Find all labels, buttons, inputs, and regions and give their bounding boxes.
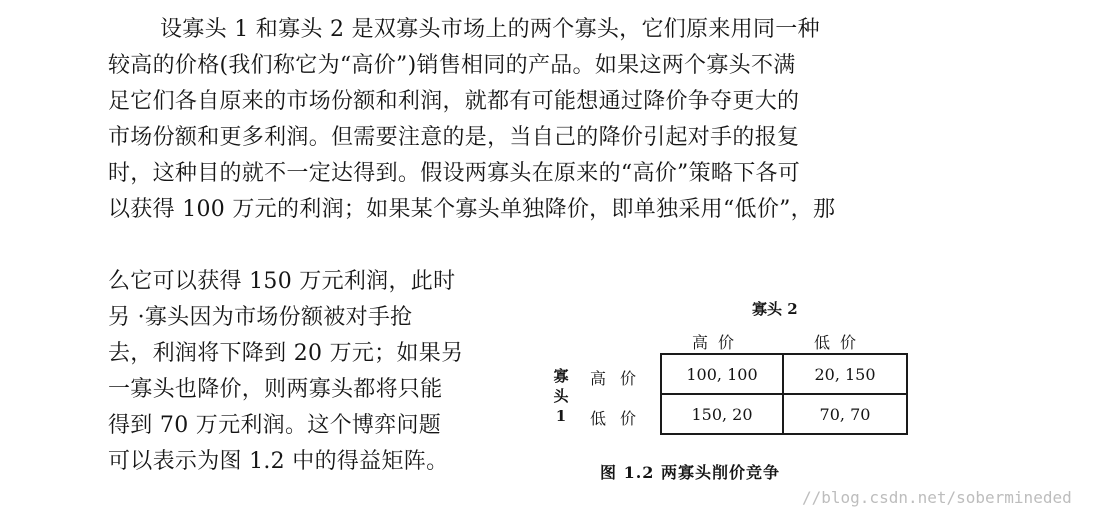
- table-row: [661, 354, 907, 394]
- col-header-low: 低价: [814, 333, 867, 352]
- watermark: //blog.csdn.net/sobermineded: [802, 488, 1072, 507]
- paragraph-line: 以获得 100 万元的利润；如果某个寡头单独降价，即单独采用“低价”，那: [108, 197, 836, 222]
- payoff-cell: 150, 20: [661, 394, 783, 434]
- figure-caption: 图 1.2 两寡头削价竞争: [600, 463, 780, 482]
- paragraph-line: 另 ·寡头因为市场份额被对手抢: [108, 305, 413, 330]
- paragraph-line: 得到 70 万元利润。这个博弈问题: [108, 413, 442, 438]
- paragraph-line: 可以表示为图 1.2 中的得益矩阵。: [108, 449, 449, 474]
- cropped-heading-fragment: [108, 0, 358, 8]
- paragraph-line: 市场份额和更多利润。但需要注意的是，当自己的降价引起对手的报复: [108, 125, 800, 150]
- paragraph-line: 设寡头 1 和寡头 2 是双寡头市场上的两个寡头，它们原来用同一种: [160, 17, 820, 42]
- payoff-cell: 70, 70: [783, 394, 907, 434]
- table-row: [661, 394, 907, 434]
- payoff-cell: 100, 100: [661, 354, 783, 394]
- paragraph-line: 去，利润将下降到 20 万元；如果另: [108, 341, 464, 366]
- player2-label: 寡头 2: [752, 300, 798, 318]
- paragraph-line: 较高的价格(我们称它为“高价”)销售相同的产品。如果这两个寡头不满: [108, 53, 796, 78]
- wrapped-paragraph: [108, 264, 528, 480]
- row-header-low: 低价: [590, 409, 651, 428]
- paragraph-line: 么它可以获得 150 万元利润，此时: [108, 269, 456, 294]
- player1-label: 寡 头 1: [553, 367, 569, 425]
- payoff-cell: 20, 150: [783, 354, 907, 394]
- row-header-high: 高价: [590, 369, 651, 388]
- col-header-high: 高价: [692, 333, 745, 352]
- intro-paragraph: [108, 12, 948, 228]
- payoff-table: [660, 353, 908, 435]
- paragraph-line: 一寡头也降价，则两寡头都将只能: [108, 377, 443, 402]
- paragraph-line: 时，这种目的就不一定达得到。假设两寡头在原来的“高价”策略下各可: [108, 161, 801, 186]
- paragraph-line: 足它们各自原来的市场份额和利润，就都有可能想通过降价争夺更大的: [108, 89, 800, 114]
